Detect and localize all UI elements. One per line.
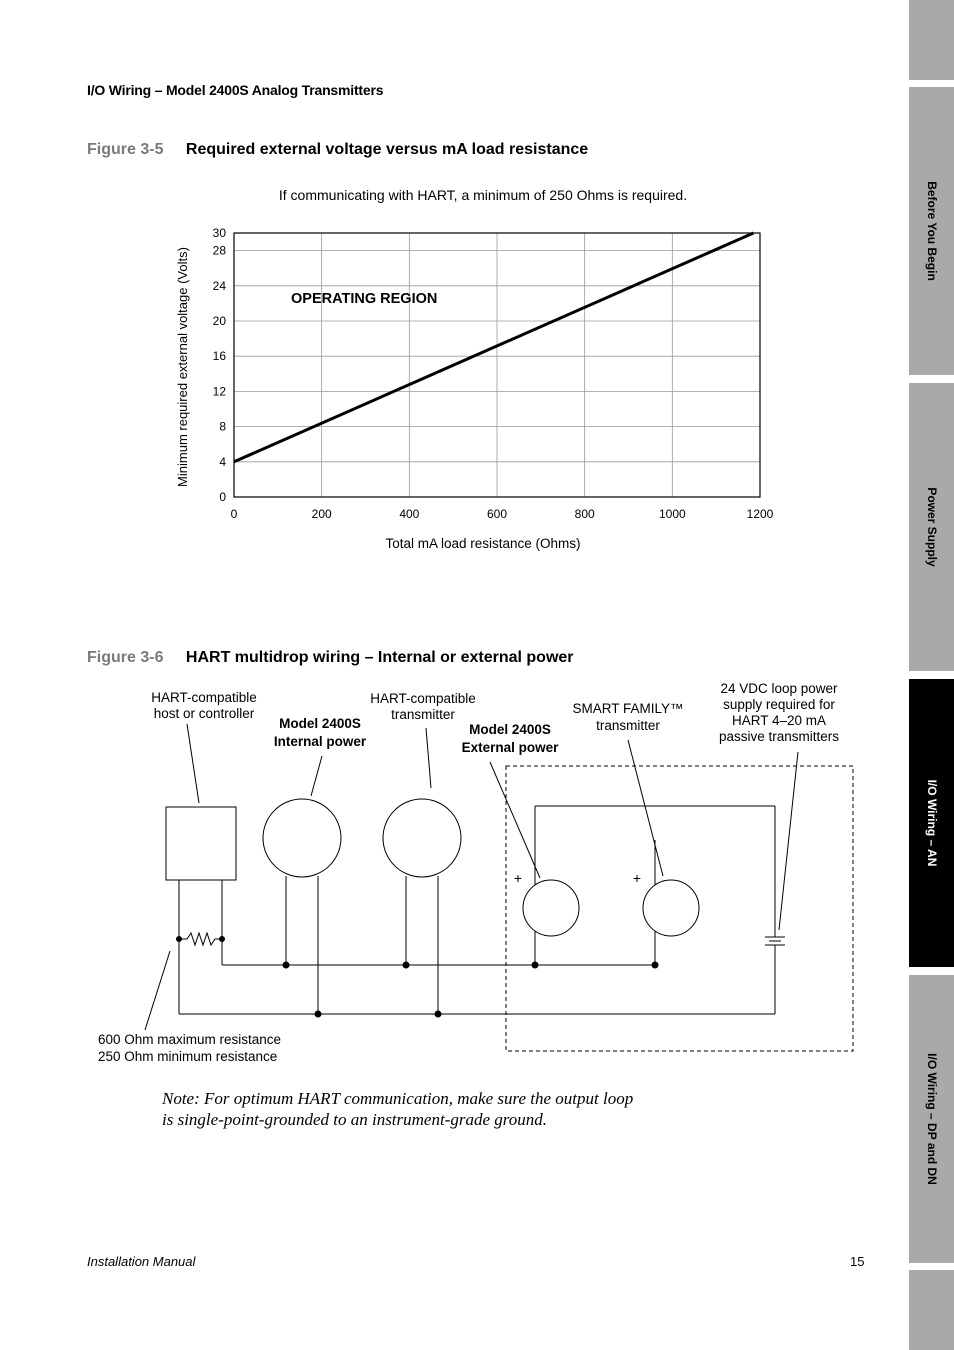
- plus-terminal-2: +: [632, 870, 642, 886]
- x-tick-label: 200: [311, 507, 332, 521]
- x-tick-label: 1000: [658, 507, 686, 521]
- x-axis-label: Total mA load resistance (Ohms): [385, 536, 581, 551]
- junction-dots: [176, 936, 659, 1018]
- figure-5-title: Required external voltage versus mA load resistance: [185, 141, 589, 158]
- y-tick-label: 28: [212, 243, 226, 258]
- host-label-2: host or controller: [153, 706, 255, 721]
- hart-transmitter-label-1: HART-compatible: [370, 691, 476, 706]
- side-tab-bottom[interactable]: [909, 1270, 954, 1350]
- psu-label-2: supply required for: [723, 697, 835, 712]
- external-power-transmitter-circle: [523, 880, 579, 936]
- resistor-label-1: 600 Ohm maximum resistance: [98, 1032, 282, 1047]
- resistor-label-2: 250 Ohm minimum resistance: [98, 1049, 278, 1064]
- y-tick-label: 16: [212, 349, 226, 364]
- side-tab-before-you-begin[interactable]: [909, 87, 954, 375]
- plus-terminal-1: +: [513, 870, 523, 886]
- side-tab-power-supply[interactable]: [909, 383, 954, 671]
- psu-label-4: passive transmitters: [718, 729, 840, 744]
- operating-region-label: OPERATING REGION: [291, 291, 438, 307]
- leader-lines: [145, 724, 798, 1030]
- y-tick-label: 20: [212, 314, 226, 328]
- internal-power-transmitter-circle: [263, 799, 341, 877]
- figure-6-title: HART multidrop wiring – Internal or external power: [185, 649, 574, 666]
- x-tick-label: 800: [574, 507, 595, 521]
- x-tick-label: 1200: [746, 507, 774, 521]
- note-line-1: Note: For optimum HART communication, make sure the output loop: [162, 1089, 634, 1108]
- page-number: 15: [850, 1254, 865, 1269]
- figure-5-number: Figure 3-5: [87, 141, 164, 158]
- note-line-2: is single-point-grounded to an instrument-grade ground.: [162, 1110, 547, 1129]
- x-tick-label: 600: [486, 507, 508, 521]
- psu-label-1: 24 VDC loop power: [720, 681, 838, 696]
- external-power-label-2: External power: [461, 740, 559, 755]
- y-tick-label: 12: [212, 384, 226, 399]
- external-power-label-1: Model 2400S: [469, 722, 551, 737]
- smart-family-label-1: SMART FAMILY™: [572, 701, 684, 716]
- hart-transmitter-label-2: transmitter: [391, 707, 455, 722]
- psu-label-3: HART 4–20 mA: [731, 713, 827, 728]
- side-tab-io-wiring-an[interactable]: [909, 679, 954, 967]
- smart-family-label-2: transmitter: [596, 718, 660, 733]
- y-tick-label: 8: [219, 419, 226, 434]
- side-tab-label: I/O Wiring – DP and DN: [924, 1053, 939, 1185]
- side-tab-label: Before You Begin: [924, 181, 939, 281]
- internal-power-label-2: Internal power: [273, 734, 367, 749]
- x-tick-label: 0: [230, 507, 238, 521]
- host-label-1: HART-compatible: [151, 690, 257, 705]
- grounding-note: [162, 1088, 682, 1130]
- side-tab-label: Power Supply: [924, 487, 939, 567]
- host-controller-box: [166, 807, 236, 880]
- y-axis-label: Minimum required external voltage (Volts): [175, 247, 190, 487]
- chart-caption: If communicating with HART, a minimum of 250 Ohms is required.: [278, 187, 688, 203]
- dc-power-supply-symbol: [765, 937, 785, 945]
- y-tick-label: 4: [219, 454, 226, 469]
- footer-manual-name: Installation Manual: [87, 1254, 196, 1269]
- section-header: I/O Wiring – Model 2400S Analog Transmitters: [87, 82, 384, 98]
- y-tick-label: 24: [212, 278, 226, 293]
- side-tab-label: I/O Wiring – AN: [924, 779, 939, 867]
- x-tick-label: 400: [399, 507, 420, 521]
- hart-transmitter-circle: [383, 799, 461, 877]
- side-tab-top[interactable]: [909, 0, 954, 80]
- y-tick-label: 0: [219, 490, 226, 504]
- smart-family-transmitter-circle: [643, 880, 699, 936]
- y-tick-label: 30: [212, 226, 226, 240]
- side-tab-io-wiring-dp-dn[interactable]: [909, 975, 954, 1263]
- internal-power-label-1: Model 2400S: [279, 716, 361, 731]
- figure-6-number: Figure 3-6: [87, 649, 164, 666]
